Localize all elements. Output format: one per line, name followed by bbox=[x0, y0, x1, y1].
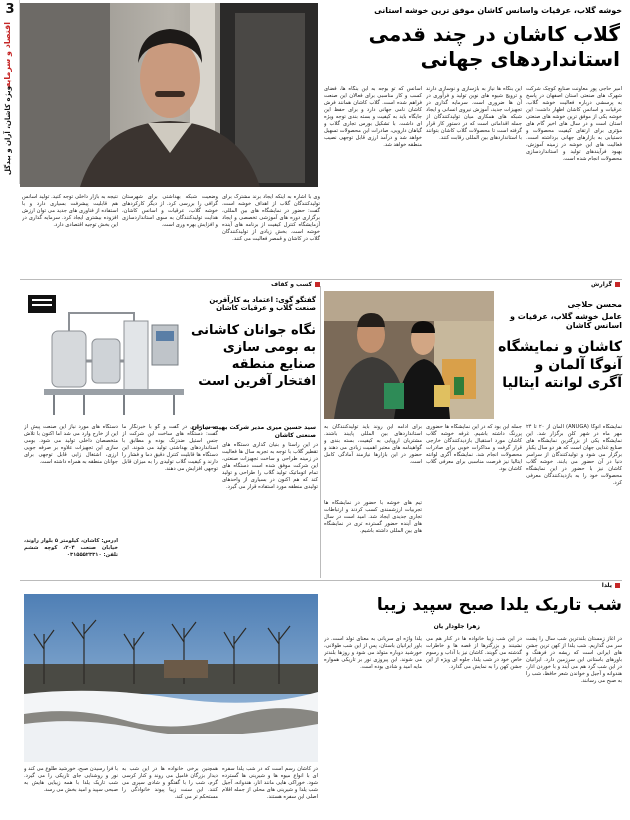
article3-col3: برای ادامه این روند باید تولیدکنندگان به استانداردهای بین المللی پایبند باشند. مشتریان اروپایی به کیفیت، بسته بندی و گواهینامه های معتبر اهمیت زیادی می دهند و حضور در این بازارها نیازمند آمادگی کامل است. bbox=[324, 424, 422, 465]
tag-square-icon bbox=[615, 583, 620, 588]
article1-kicker: خوشه گلاب، عرقیات واسانس کاشان موفق ترین خوشه استانی bbox=[374, 6, 622, 15]
tag-yalda bbox=[540, 582, 620, 589]
section-label: اقتصاد و سرمایه bbox=[3, 22, 12, 88]
distillation-machine-image bbox=[24, 291, 184, 421]
tag-report-label: گزارش bbox=[590, 281, 612, 288]
article3-kicker2: عامل خوشه گلاب، عرقیات و اسانس کاشان bbox=[510, 312, 622, 331]
exhibition-image bbox=[324, 291, 494, 419]
article1-col1: امیر حاجی پور معاونت صنایع کوچک شرکت شهرک های صنعتی استان اصفهان در پاسخ به پرسشی درباره فعالیت خوشه گلاب، عرقیات و اسانس کاشان اظهار داشت: این خوشه یکی از موفق ترین خوشه های صنعتی استان است و در سال های اخیر گام های مؤثری برای ارتقای کیفیت محصولات و دستیابی به بازارهای جهانی برداشته است. فعالیت های این خوشه در زمینه آموزش، بهبود فرآیندهای تولید و استانداردسازی محصولات انجام شده است. bbox=[526, 86, 622, 162]
article4-col1: در آغاز زمستان بلندترین شب سال را پشت سر می گذاریم. شب یلدا از کهن ترین جشن های ایرانی است که ریشه در فرهنگ و باورهای باستانی این سرزمین دارد. ایرانیان در این شب گرد هم می آیند و با خوردن انار، هندوانه و آجیل و خواندن شعر حافظ، شب را به صبح می رسانند. bbox=[526, 636, 622, 684]
article4-byline: زهرا جلودار یان bbox=[433, 623, 480, 630]
article2-address: آدرس: کاشان، کیلومتر ۵ بلوار راوند، خیابان صنعت ۲۰۴، کوچه ششم تلفن: ۰۳۱۵۵۵۲۳۳۱۰ bbox=[24, 538, 118, 558]
article3-col1: نمایشگاه آنوگا (ANUGA) آلمان از ۲۰ تا ۲۴ مهر ماه در شهر کلن برگزار شد. این نمایشگاه یکی از بزرگترین نمایشگاه های صنایع غذایی جهان است که هر دو سال یکبار برگزار می شود و تولیدکنندگان از سراسر دنیا در آن حضور می یابند. خوشه گلاب کاشان نیز با حضور در این نمایشگاه محصولات خود را به بازدیدکنندگان معرفی کرد. bbox=[526, 424, 622, 486]
article2-col2: حسین میری در گفت و گو با خبرنگار ما گفت: دستگاه های ساخت این شرکت از جنس استیل ضدزنگ بوده و مطابق با استانداردهای بهداشتی تولید می شوند. این دستگاه ها قابلیت کنترل دقیق دما و فشار را دارند و کیفیت گلاب تولیدی را به میزان قابل توجهی افزایش می دهند. bbox=[122, 424, 218, 472]
machine-photo bbox=[24, 291, 184, 421]
portrait-image bbox=[20, 3, 318, 187]
portrait-photo bbox=[20, 3, 318, 187]
page-number: 3 bbox=[5, 2, 15, 17]
article1-col3: اسانس که تو بوجه به این بنگاه ها، فضای کسب و کار مناسبی برای فعالان این صنعت فراهم شده است. گلاب کاشان همانند فرش کاشان نامی جهانی دارد و برای حفظ این جایگاه باید به کیفیت و بسته بندی توجه ویژه ای داشت. با تشکیل بورس تجاری گلاب و گیاهان دارویی، صادرات این محصولات تسهیل خواهد شد و درآمد ارزی قابل توجهی نصیب منطقه خواهد شد. bbox=[324, 86, 422, 148]
article1-col6: نتیجه به بازار داخلی توجه کنید. تولید اسانس هم قابلیت پیشرفت بسیاری دارد و با استفاده از فناوری های جدید می توان ارزش افزوده بیشتری ایجاد کرد. سرمایه گذاری در این بخش توجیه اقتصادی دارد. bbox=[22, 194, 118, 228]
divider-2 bbox=[20, 580, 622, 581]
article4-col2: در این شب زیبا خانواده ها در کنار هم می نشینند و بزرگترها از قصه ها و خاطرات گذشته می گویند. کاشان نیز با آداب و رسوم خاص خود در شب یلدا، جلوه ای ویژه از این جشن کهن را به نمایش می گذارد. bbox=[426, 636, 522, 670]
article3-col4: تیم های خوشه با حضور در نمایشگاه ها تجربیات ارزشمندی کسب کردند و ارتباطات تجاری جدیدی ایجاد شد. امید است در سال های آینده حضور گسترده تری در نمایشگاه های بین المللی داشته باشیم. bbox=[324, 500, 422, 534]
tag-report bbox=[540, 281, 620, 288]
article4-headline: شب تاریک یلدا صبح سپید زیبا bbox=[376, 595, 622, 615]
article1-col2: این بنگاه ها نیاز به بازسازی و نوسازی دارند و ترویج شیوه های نوین تولید و فرآوری در آن ها ضروری است. سرمایه گذاری در تجهیزات جدید، آموزش نیروی انسانی و ایجاد شبکه های همکاری میان تولیدکنندگان از جمله اقداماتی است که در دستور کار قرار گرفته است تا محصولات گلاب کاشان بتوانند با استانداردهای بین المللی رقابت کنند. bbox=[426, 86, 522, 141]
article4-col6: با فرا رسیدن صبح، خورشید طلوع می کند و نور و روشنایی جای تاریکی را می گیرد. شب تاریک یلدا با همه زیبایی هایش به صبحی سپید و امید بخش می رسد. bbox=[24, 766, 118, 793]
tag-business bbox=[240, 281, 320, 288]
article1-col5: وضعیت شبکه بهداشتی برای شهرستان گرافی را بررسی کرد. از دیگر کارکردهای خوشه گلاب، عرقیات و اسانس کاشان، هدایت تولیدکنندگان به سوی استانداردسازی و افزایش بهره وری است. bbox=[122, 194, 218, 228]
tag-business-label: کسب و کفاف bbox=[271, 281, 312, 288]
tag-yalda-label: یلدا bbox=[601, 582, 612, 589]
article4-col3: یلدا واژه ای سریانی به معنای تولد است. در باور ایرانیان باستان، پس از این شب طولانی، خورشید دوباره متولد می شود و روزها بلندتر می شوند. این پیروزی نور بر تاریکی همواره مایه امید و شادی بوده است. bbox=[324, 636, 422, 670]
exhibition-photo bbox=[324, 291, 494, 419]
article2-headline: نگاه جوانان کاشانی به بومی سازی صنایع منطقه افتخار آفرین است bbox=[190, 323, 316, 389]
article1-headline: گلاب کاشان در چند قدمی استانداردهای جهانی bbox=[368, 22, 620, 71]
article3-col2: جمله این بود که در این نمایشگاه ها حضوری پررنگ داشته باشیم. غرفه خوشه گلاب کاشان مورد استقبال بازدیدکنندگان خارجی قرار گرفت و مذاکرات خوبی برای صادرات محصولات انجام شد. نمایشگاه آگری لوانته ایتالیا نیز فرصت مناسبی برای معرفی گلاب کاشان بود. bbox=[426, 424, 522, 472]
tag-square-icon bbox=[615, 282, 620, 287]
article3-headline: کاشان و نمایشگاه آنوگا آلمان و آگری لوانته ایتالیا bbox=[498, 339, 622, 391]
divider-1 bbox=[20, 279, 622, 280]
article2-col1: در این راستا و بنیان گذاری دستگاه های تقطیر گلاب با توجه به تجربه سال ها فعالیت در زمینه طراحی و ساخت تجهیزات صنعتی، این شرکت موفق شده است دستگاه های تمام اتوماتیک تولید گلاب را طراحی و تولید کند که هم اکنون در بسیاری از واحدهای تولیدی منطقه مورد استفاده قرار می گیرد. bbox=[222, 442, 318, 490]
article2-col3: دستگاه های مورد نیاز این صنعت پیش از این از خارج وارد می شد اما اکنون با تلاش متخصصان داخلی تولید می شود. بومی سازی این تجهیزات علاوه بر صرفه جویی ارزی، اشتغال زایی قابل توجهی برای جوانان منطقه به همراه داشته است. bbox=[24, 424, 118, 465]
article2-byline: سید حسین میری مدیر شرکت بهینه سازان صنعتی کاشان bbox=[191, 424, 316, 439]
article3-kicker: محسن حلاجی bbox=[567, 300, 622, 309]
winter-landscape-image bbox=[24, 594, 318, 762]
article2-kicker: گفتگو گوی: اعتماد به کارآفرین صنعت گلاب و عرقیات کاشان bbox=[209, 296, 316, 313]
article1-col4: وی با اشاره به اینکه ایجاد برند مشترک برای تولیدکنندگان گلاب از اهداف خوشه است، گفت: حضور در نمایشگاه های بین المللی، برگزاری دوره های آموزشی تخصصی و ایجاد آزمایشگاه کنترل کیفیت از برنامه های آینده خوشه است. بخش زیادی از تولیدکنندگان گلاب در کاشان و قمصر فعالیت می کنند. bbox=[222, 194, 320, 242]
paper-label: ویژه کاشان، آران و بیدگل bbox=[4, 86, 12, 176]
article4-col5: همچنین برخی خانواده ها در این شب به دیدار بزرگان فامیل می روند و کنار کرسی گرم، شب را با گفتگو و شادی سپری می کنند. این سنت زیبا پیوند خانوادگی را مستحکم تر می کند. bbox=[122, 766, 218, 800]
vertical-divider bbox=[320, 286, 321, 578]
side-band bbox=[0, 0, 20, 184]
article4-col4: در کاشان رسم است که در شب یلدا سفره ای با انواع میوه ها و شیرینی ها گسترده شود. خوراکی هایی مانند انار، هندوانه، آجیل شب یلدا و شیرینی های محلی از جمله اقلام اصلی این سفره هستند. bbox=[222, 766, 318, 800]
snow-photo bbox=[24, 594, 318, 762]
